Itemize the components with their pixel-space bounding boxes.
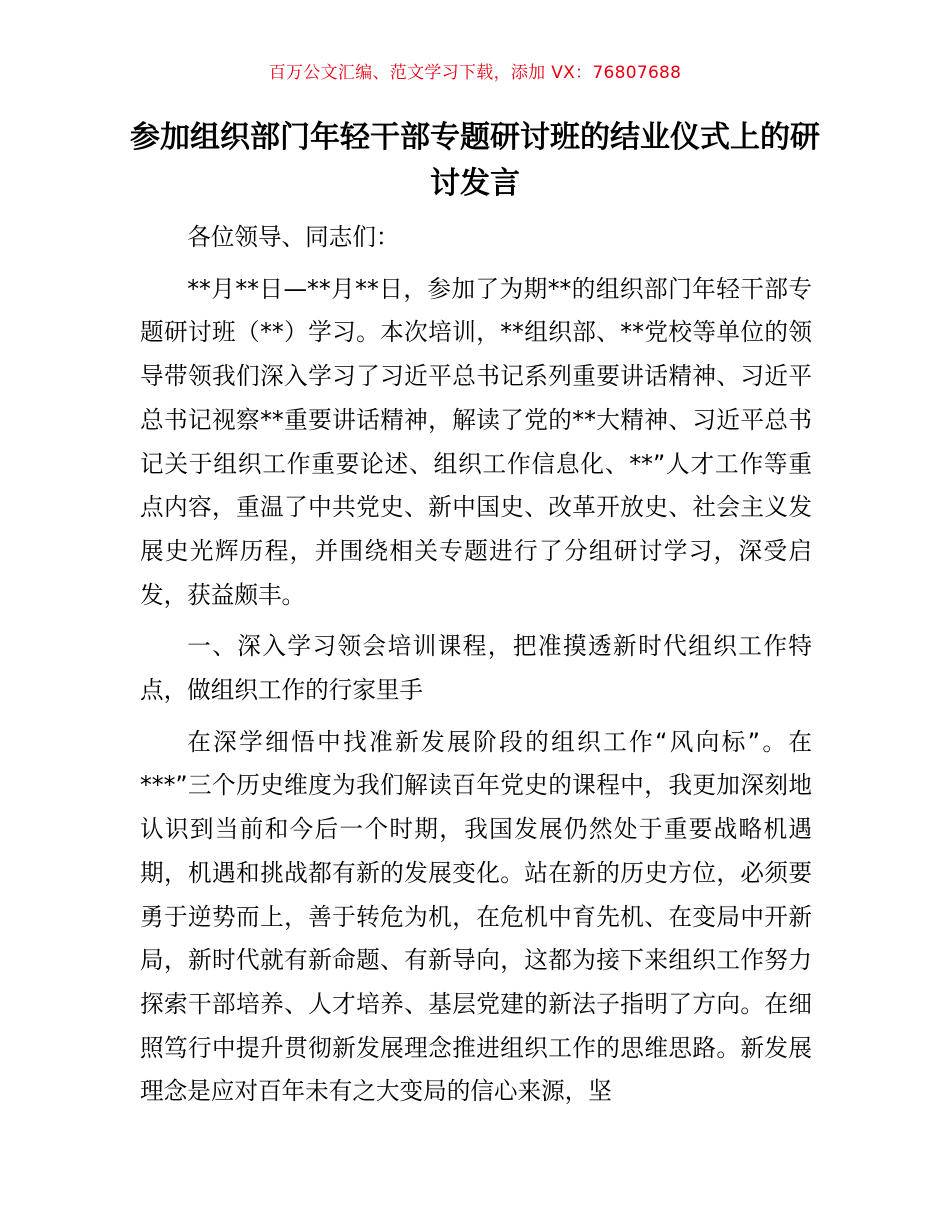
salutation: 各位领导、同志们： <box>187 223 400 251</box>
section-heading: 一、深入学习领会培训课程，把准摸透新时代组织工作特点，做组织工作的行家里手 <box>140 632 812 705</box>
document-body <box>140 216 812 1114</box>
header-watermark-note: 百万公文汇编、范文学习下载，添加 VX：76807688 <box>268 63 682 83</box>
body-paragraph: **月**日—**月**日，参加了为期**的组织部门年轻干部专题研讨班（**）学习。本次培训，**组织部、**党校等单位的领导带领我们深入学习了习近平总书记系列重要讲话精神、习近平总书记视察**重要讲话精神，解读了党的**大精神、习近平总书记关于组织工作重要论述、组织工作信息化、**”人才工作等重点内容，重温了中共党史、新中国史、改革开放史、社会主义发展史光辉历程，并围绕相关专题进行了分组研讨学习，深受启发，获益颇丰。 <box>140 274 812 609</box>
body-paragraph: 在深学细悟中找准新发展阶段的组织工作“风向标”。在***”三个历史维度为我们解读百年党史的课程中，我更加深刻地认识到当前和今后一个时期，我国发展仍然处于重要战略机遇期，机遇和挑战都有新的发展变化。站在新的历史方位，必须要勇于逆势而上，善于转危为机，在危机中育先机、在变局中开新局，新时代就有新命题、有新导向，这都为接下来组织工作努力探索干部培养、人才培养、基层党建的新法子指明了方向。在细照笃行中提升贯彻新发展理念推进组织工作的思维思路。新发展理念是应对百年未有之大变局的信心来源，坚 <box>140 727 812 1106</box>
document-title: 参加组织部门年轻干部专题研讨班的结业仪式上的研讨发言 <box>130 120 820 201</box>
